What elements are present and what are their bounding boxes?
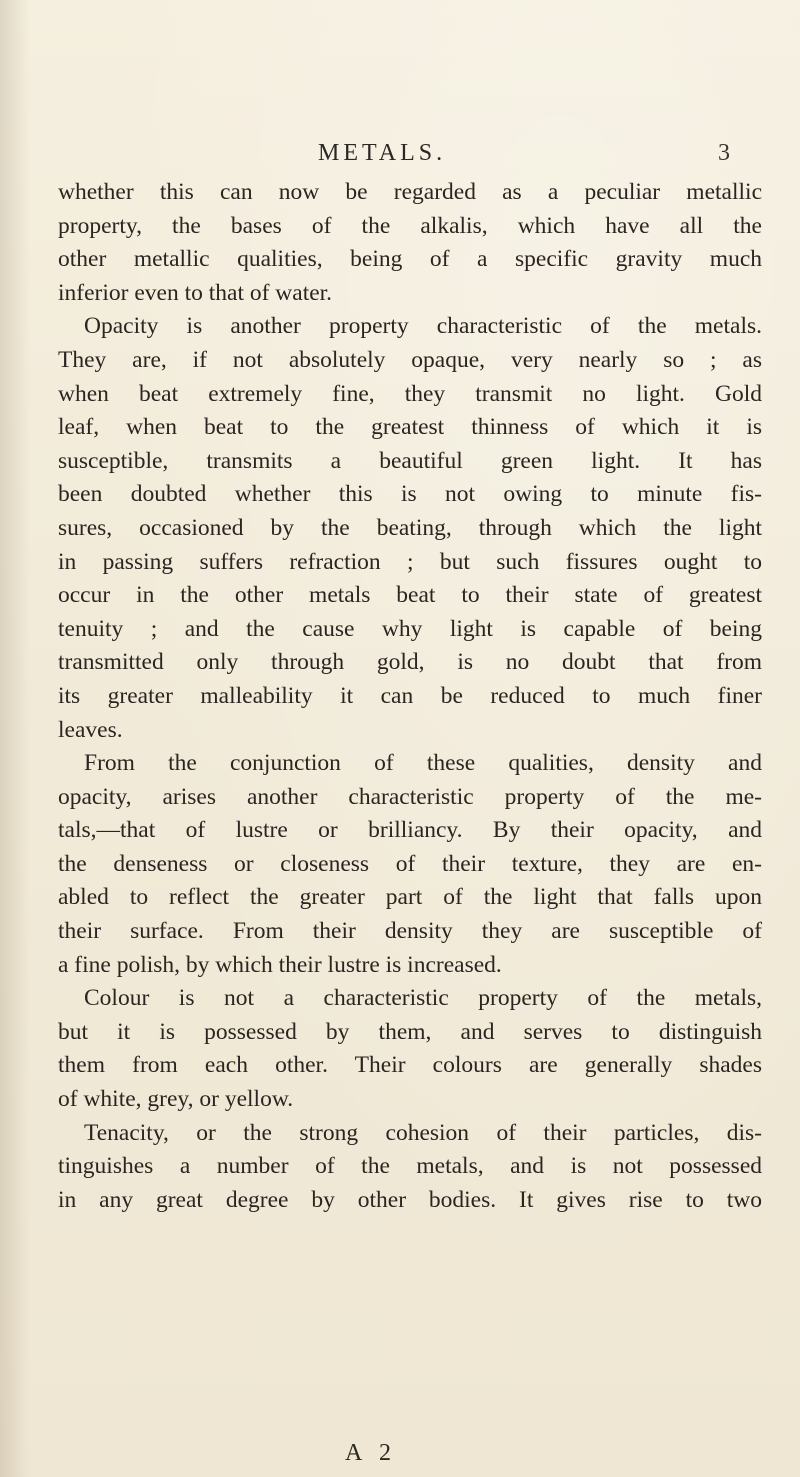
text-line: the denseness or closeness of their texture, they are en-: [58, 850, 762, 877]
text-line: been doubted whether this is not owing to minute fis-: [58, 481, 762, 508]
paragraph-start-line: Opacity is another property characteristic of the metals.: [84, 313, 762, 340]
text-line: in any great degree by other bodies. It gives rise to two: [58, 1186, 762, 1213]
text-line: abled to reflect the greater part of the light that falls upon: [58, 884, 762, 911]
text-line: leaves.: [58, 716, 123, 743]
paragraph-start-line: Tenacity, or the strong cohesion of their particles, dis-: [84, 1119, 762, 1146]
text-line: property, the bases of the alkalis, which have all the: [58, 212, 762, 239]
page-number: 3: [718, 140, 730, 166]
text-line: whether this can now be regarded as a peculiar metallic: [58, 179, 762, 205]
running-head: [0, 140, 800, 172]
body-text: [58, 176, 762, 1217]
text-line: them from each other. Their colours are generally shades: [58, 1052, 762, 1079]
text-line: but it is possessed by them, and serves to distinguish: [58, 1018, 762, 1045]
text-line: sures, occasioned by the beating, through which the light: [58, 514, 762, 541]
text-line: its greater malleability it can be reduced to much finer: [58, 682, 762, 709]
text-line: tals,—that of lustre or brilliancy. By their opacity, and: [58, 817, 762, 844]
text-line: occur in the other metals beat to their state of greatest: [58, 582, 762, 609]
text-line: transmitted only through gold, is no doubt that from: [58, 649, 762, 676]
text-line: tinguishes a number of the metals, and is not possessed: [58, 1153, 762, 1180]
running-title: METALS.: [318, 140, 447, 166]
text-line: of white, grey, or yellow.: [58, 1086, 294, 1113]
text-line: a fine polish, by which their lustre is increased.: [58, 951, 502, 978]
text-line: when beat extremely fine, they transmit no light. Gold: [58, 380, 762, 407]
signature-mark: A 2: [345, 1440, 398, 1466]
page-edge-shadow: [0, 0, 30, 1477]
paragraph-start-line: Colour is not a characteristic property of the metals,: [84, 985, 762, 1012]
text-line: tenuity ; and the cause why light is capable of being: [58, 615, 762, 642]
text-line: susceptible, transmits a beautiful green light. It has: [58, 447, 762, 474]
text-line: inferior even to that of water.: [58, 279, 333, 306]
text-line: in passing suffers refraction ; but such fissures ought to: [58, 548, 762, 575]
text-line: other metallic qualities, being of a specific gravity much: [58, 246, 762, 273]
text-line: their surface. From their density they are susceptible of: [58, 918, 762, 945]
text-line: leaf, when beat to the greatest thinness of which it is: [58, 414, 762, 441]
text-line: opacity, arises another characteristic property of the me-: [58, 783, 762, 810]
text-line: They are, if not absolutely opaque, very nearly so ; as: [58, 346, 762, 373]
paragraph-start-line: From the conjunction of these qualities, density and: [84, 750, 762, 777]
